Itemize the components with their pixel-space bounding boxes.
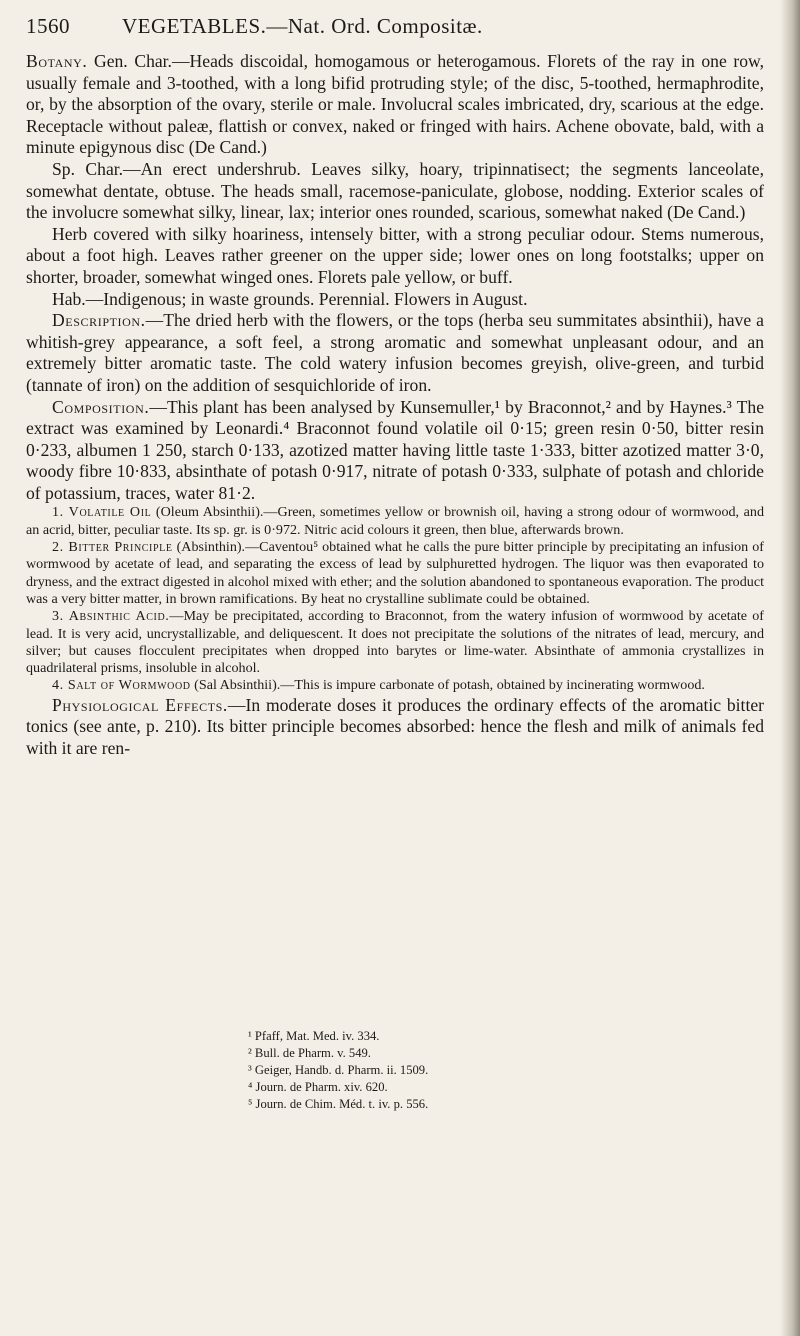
paragraph-physiological-effects xyxy=(26,695,764,760)
paragraph-label: Botany. xyxy=(26,51,88,71)
footnote: ¹ Pfaff, Mat. Med. iv. 334. xyxy=(248,1029,380,1043)
note-text: (Absinthin).—Caventou⁵ obtained what he calls the pure bitter principle by precipitating an infusion of wormwood by acetate of lead, and separating the excess of lead by sulphuretted hydrogen. The liquor was then evaporated to dryness, and the extract digested in alcohol mixed with ether; and the solution abandoned to spontaneous evaporation. The product was a very bitter matter, in brown ramifications. By heat no crystalline sublimate could be obtained. xyxy=(26,539,764,607)
paragraph-text: Hab.—Indigenous; in waste grounds. Perennial. Flowers in August. xyxy=(52,288,528,309)
note-label: 3. Absinthic Acid. xyxy=(52,608,170,625)
note-text: —May be precipitated, according to Braconnot, from the watery infusion of wormwood by acetate of lead. It is very acid, uncrystallizable, and deliquescent. It does not precipitate the solutions of the nitrates of lead, mercury, and silver; but causes flocculent precipitates when dropped into barytes or lime-water. Absinthate of ammonia crystallizes in quadrilateral prisms, insoluble in alcohol. xyxy=(26,608,764,677)
note-label: 1. Volatile Oil xyxy=(52,504,152,521)
paragraph-habitat xyxy=(26,289,764,311)
note-text: (Sal Absinthii).—This is impure carbonate of potash, obtained by incinerating wormwood. xyxy=(194,677,705,694)
paragraph-text: Herb covered with silky hoariness, intensely bitter, with a strong peculiar odour. Stems numerous, about a foot high. Leaves rather greener on the upper side; lower ones on long footstalks; upper on shorter, broader, somewhat winged ones. Florets pale yellow, or buff. xyxy=(26,223,764,287)
note-salt-of-wormwood xyxy=(26,677,764,694)
note-bitter-principle xyxy=(26,539,764,608)
note-label: 4. Salt of Wormwood xyxy=(52,677,191,694)
footnotes xyxy=(26,1028,764,1113)
note-absinthic-acid xyxy=(26,608,764,677)
main-text xyxy=(26,51,764,760)
page xyxy=(26,14,764,1111)
paragraph-herb xyxy=(26,224,764,289)
note-text: (Oleum Absinthii).—Green, sometimes yellow or brownish oil, having a strong odour of wormwood, and an acrid, bitter, peculiar taste. Its sp. gr. is 0·972. Nitric acid colours it green, then blue, afterwards brown. xyxy=(26,504,764,538)
paragraph-label: Description. xyxy=(52,310,146,331)
footnote: ⁵ Journ. de Chim. Méd. t. iv. p. 556. xyxy=(248,1097,429,1111)
footnote: ² Bull. de Pharm. v. 549. xyxy=(248,1046,371,1060)
note-volatile-oil xyxy=(26,504,764,539)
running-head xyxy=(26,14,764,39)
paragraph-label: Composition. xyxy=(52,396,150,417)
page-number: 1560 xyxy=(26,14,70,38)
paragraph-text: Gen. Char.—Heads discoidal, homogamous or heterogamous. Florets of the ray in one row, usually female and 3-toothed, with a long bifid protruding style; of the disc, 5-toothed, hermaphrodite, or, by the absorption of the ovary, sterile or male. Involucral scales imbricated, dry, scarious at the edge. Receptacle without paleæ, flattish or convex, naked or fringed with hairs. Achene obovate, bald, with a minute epigynous disc (De Cand.) xyxy=(26,51,764,158)
running-title: VEGETABLES.—Nat. Ord. Compositæ. xyxy=(122,14,483,38)
paragraph-description xyxy=(26,310,764,396)
footnote: ³ Geiger, Handb. d. Pharm. ii. 1509. xyxy=(248,1063,429,1077)
paragraph-species xyxy=(26,159,764,224)
paragraph-label: Physiological Effects. xyxy=(52,694,228,715)
paragraph-text: —The dried herb with the flowers, or the tops (herba seu summitates absinthii), have a whitish-grey appearance, a soft feel, a strong aromatic and somewhat unpleasant odour, and an extremely bitter aromatic taste. The cold watery infusion becomes greyish, olive-green, and turbid (tannate of iron) on the addition of sesquichloride of iron. xyxy=(26,310,764,395)
paragraph-composition xyxy=(26,397,764,505)
note-label: 2. Bitter Principle xyxy=(52,539,173,556)
numbered-notes xyxy=(26,504,764,694)
paragraph-botany xyxy=(26,51,764,159)
paragraph-text: —This plant has been analysed by Kunsemuller,¹ by Braconnot,² and by Haynes.³ The extract was examined by Leonardi.⁴ Braconnot found volatile oil 0·15; green resin 0·50, bitter resin 0·233, albumen 1 250, starch 0·133, azotized matter having little taste 1·333, bitter azotized matter 3·0, woody fibre 10·833, absinthate of potash 0·917, nitrate of potash 0·333, sulphate of potash and chloride of potassium, traces, water 81·2. xyxy=(26,396,764,503)
paragraph-text: —In moderate doses it produces the ordinary effects of the aromatic bitter tonics (see ante, p. 210). Its bitter principle becomes absorbed: hence the flesh and milk of animals fed with it are ren- xyxy=(26,694,764,758)
page-edge-shadow xyxy=(780,0,800,1336)
footnote: ⁴ Journ. de Pharm. xiv. 620. xyxy=(248,1080,388,1094)
paragraph-text: Sp. Char.—An erect undershrub. Leaves silky, hoary, tripinnatisect; the segments lanceolate, somewhat dentate, obtuse. The heads small, racemose-paniculate, globose, nodding. Exterior scales of the involucre somewhat silky, linear, lax; interior ones rounded, scarious, somewhat naked (De Cand.) xyxy=(26,158,764,223)
